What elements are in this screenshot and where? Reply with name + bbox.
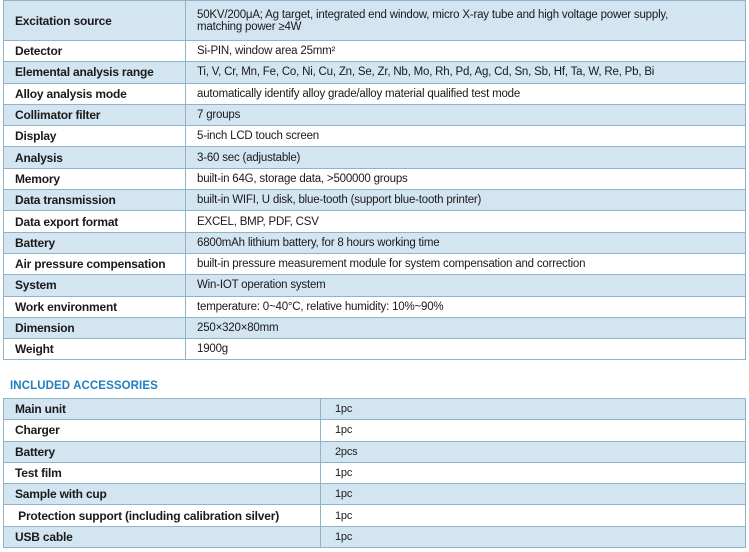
accessory-qty: 1pc <box>321 526 746 547</box>
accessories-table <box>3 398 746 548</box>
accessory-item: Battery <box>4 441 321 462</box>
accessory-qty: 1pc <box>321 399 746 420</box>
spec-row <box>4 253 746 274</box>
spec-value: 1900g <box>186 339 746 360</box>
spec-label: Elemental analysis range <box>4 62 186 83</box>
accessory-qty: 1pc <box>321 462 746 483</box>
spec-label: Detector <box>4 41 186 62</box>
spec-row <box>4 190 746 211</box>
spec-value: temperature: 0~40°C, relative humidity: 10%~90% <box>186 296 746 317</box>
spec-row <box>4 62 746 83</box>
spec-value <box>186 1 746 41</box>
spec-label: Work environment <box>4 296 186 317</box>
accessory-row <box>4 484 746 505</box>
spec-label: Memory <box>4 168 186 189</box>
spec-row <box>4 41 746 62</box>
spec-value: Ti, V, Cr, Mn, Fe, Co, Ni, Cu, Zn, Se, Zr, Nb, Mo, Rh, Pd, Ag, Cd, Sn, Sb, Hf, Ta, W, Re, Pb, Bi <box>186 62 746 83</box>
spec-value: Win-IOT operation system <box>186 275 746 296</box>
spec-row <box>4 211 746 232</box>
spec-label: Alloy analysis mode <box>4 83 186 104</box>
spec-value: 250×320×80mm <box>186 317 746 338</box>
spec-row <box>4 232 746 253</box>
spec-value: 5-inch LCD touch screen <box>186 126 746 147</box>
spec-label: Dimension <box>4 317 186 338</box>
spec-value-text: 50KV/200μA; Ag target, integrated end window, micro X-ray tube and high voltage power supply, matching power ≥4W <box>197 8 669 33</box>
accessory-qty: 2pcs <box>321 441 746 462</box>
accessory-item: Test film <box>4 462 321 483</box>
accessory-row <box>4 462 746 483</box>
spec-row <box>4 317 746 338</box>
spec-label: Data transmission <box>4 190 186 211</box>
spec-value: built-in pressure measurement module for system compensation and correction <box>186 253 746 274</box>
spec-value: 3-60 sec (adjustable) <box>186 147 746 168</box>
spec-label: Display <box>4 126 186 147</box>
spec-row <box>4 168 746 189</box>
spec-value: 7 groups <box>186 104 746 125</box>
spec-label: Air pressure compensation <box>4 253 186 274</box>
spec-value: EXCEL, BMP, PDF, CSV <box>186 211 746 232</box>
accessory-item: Sample with cup <box>4 484 321 505</box>
spec-label: Collimator filter <box>4 104 186 125</box>
accessory-qty: 1pc <box>321 505 746 526</box>
specifications-table <box>3 0 746 360</box>
accessory-item: USB cable <box>4 526 321 547</box>
spec-label: System <box>4 275 186 296</box>
spec-row <box>4 1 746 41</box>
spec-row <box>4 275 746 296</box>
spec-row <box>4 296 746 317</box>
accessory-qty: 1pc <box>321 420 746 441</box>
spec-label: Data export format <box>4 211 186 232</box>
accessories-heading: INCLUDED ACCESSORIES <box>10 380 158 392</box>
accessory-row <box>4 441 746 462</box>
spec-value: built-in 64G, storage data, >500000 groups <box>186 168 746 189</box>
accessory-item: Protection support (including calibration silver) <box>4 505 321 526</box>
spec-row <box>4 339 746 360</box>
spec-value: built-in WIFI, U disk, blue-tooth (support blue-tooth printer) <box>186 190 746 211</box>
spec-value: Si-PIN, window area 25mm² <box>186 41 746 62</box>
spec-value: automatically identify alloy grade/alloy material qualified test mode <box>186 83 746 104</box>
spec-row <box>4 83 746 104</box>
accessory-row <box>4 526 746 547</box>
spec-row <box>4 104 746 125</box>
accessory-item: Main unit <box>4 399 321 420</box>
spec-label: Weight <box>4 339 186 360</box>
spec-row <box>4 147 746 168</box>
spec-row <box>4 126 746 147</box>
spec-label: Analysis <box>4 147 186 168</box>
accessory-row <box>4 505 746 526</box>
spec-label: Battery <box>4 232 186 253</box>
accessory-row <box>4 399 746 420</box>
accessory-row <box>4 420 746 441</box>
accessory-item: Charger <box>4 420 321 441</box>
spec-label: Excitation source <box>4 1 186 41</box>
spec-value: 6800mAh lithium battery, for 8 hours working time <box>186 232 746 253</box>
accessory-qty: 1pc <box>321 484 746 505</box>
